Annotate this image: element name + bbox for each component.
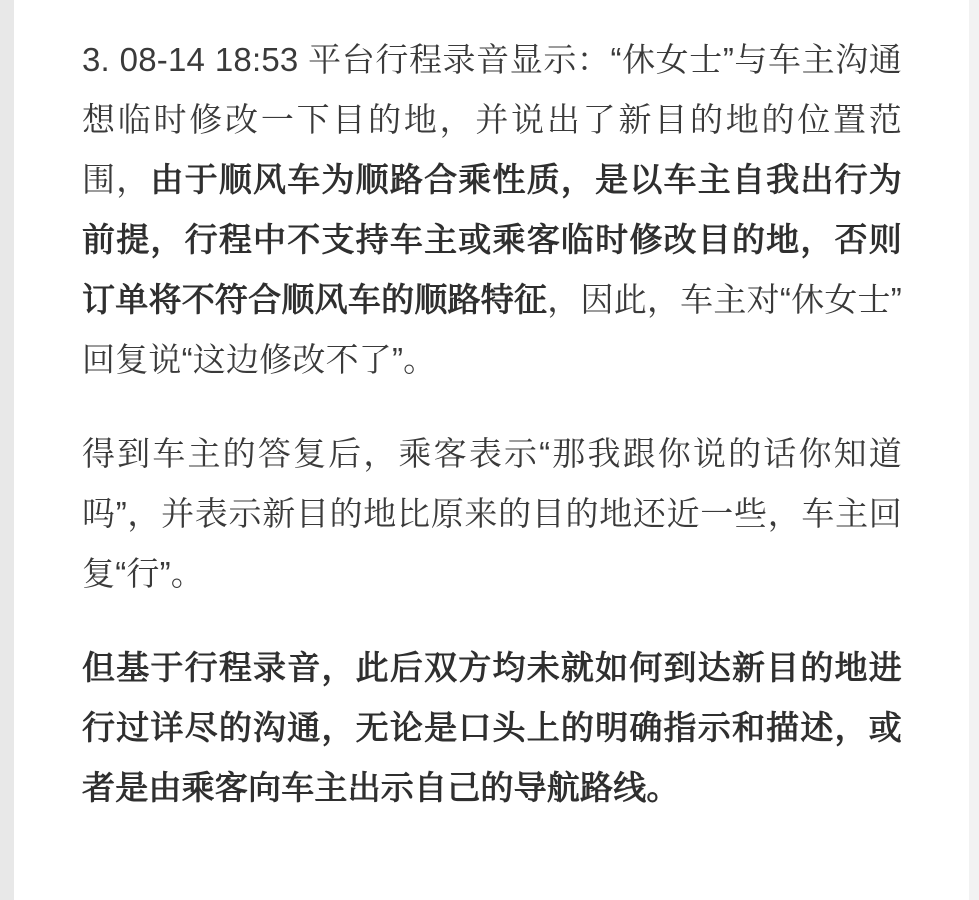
page-right-margin-strip xyxy=(969,0,979,900)
document-body xyxy=(82,30,902,818)
paragraph-1-run-1: 3. 08-14 18:53 平台行程录音显示：“休女士”与车主沟通想临时修改一下目的地，并说出了新目的地的位置范围， xyxy=(82,41,902,198)
paragraph-1-run-2-bold: 由于顺风车为顺路合乘性质，是以车主自我出行为前提，行程中不支持车主或乘客临时修改目的地，否则订单将不符合顺风车的顺路特征 xyxy=(82,161,902,318)
paragraph-3 xyxy=(82,638,902,818)
paragraph-1 xyxy=(82,30,902,390)
paragraph-2-run-1: 得到车主的答复后，乘客表示“那我跟你说的话你知道吗”，并表示新目的地比原来的目的地还近一些，车主回复“行”。 xyxy=(82,435,902,592)
page-left-margin-strip xyxy=(0,0,14,900)
paragraph-2 xyxy=(82,424,902,604)
paragraph-3-run-1-bold: 但基于行程录音，此后双方均未就如何到达新目的地进行过详尽的沟通，无论是口头上的明确指示和描述，或者是由乘客向车主出示自己的导航路线。 xyxy=(82,649,902,806)
paragraph-1-run-3: ，因此，车主对“休女士”回复说“这边修改不了”。 xyxy=(82,281,902,378)
